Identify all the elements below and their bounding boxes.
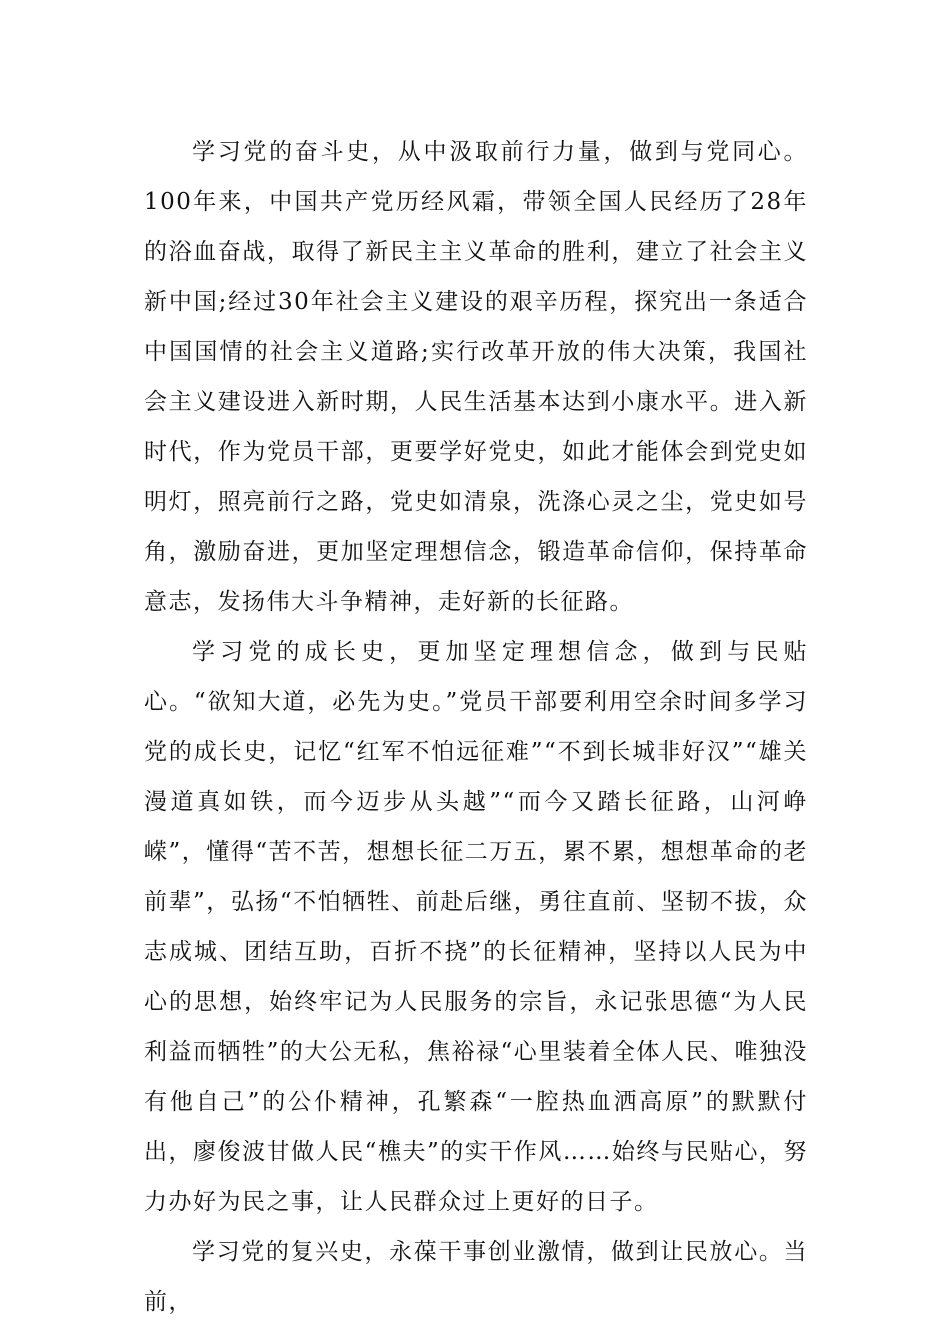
paragraph-struggle-history: 学习党的奋斗史，从中汲取前行力量，做到与党同心。100年来，中国共产党历经风霜，带领全国人民经历了28年的浴血奋战，取得了新民主主义革命的胜利，建立了社会主义新中国;经过30年社会主义建设的艰辛历程，探究出一条适合中国国情的社会主义道路;实行改革开放的伟大决策，我国社会主义建设进入新时期，人民生活基本达到小康水平。进入新时代，作为党员干部，更要学好党史，如此才能体会到党史如明灯，照亮前行之路，党史如清泉，洗涤心灵之尘，党史如号角，激励奋进，更加坚定理想信念，锻造革命信仰，保持革命意志，发扬伟大斗争精神，走好新的长征路。 [144,139,808,615]
paragraph-revival-history: 学习党的复兴史，永葆干事创业激情，做到让民放心。当前， [144,1239,808,1315]
document-body [144,127,808,1327]
paragraph-growth-history: 学习党的成长史，更加坚定理想信念，做到与民贴心。“欲知大道，必先为史。”党员干部要利用空余时间多学习党的成长史，记忆“红军不怕远征难”“不到长城非好汉”“雄关漫道真如铁，而今迈步从头越”“而今又踏长征路，山河峥嵘”，懂得“苦不苦，想想长征二万五，累不累，想想革命的老前辈”，弘扬“不怕牺牲、前赴后继，勇往直前、坚韧不拔，众志成城、团结互助，百折不挠”的长征精神，坚持以人民为中心的思想，始终牢记为人民服务的宗旨，永记张思德“为人民利益而牺牲”的大公无私，焦裕禄“心里装着全体人民、唯独没有他自己”的公仆精神，孔繁森“一腔热血洒高原”的默默付出，廖俊波甘做人民“樵夫”的实干作风……始终与民贴心，努力办好为民之事，让人民群众过上更好的日子。 [144,639,808,1215]
